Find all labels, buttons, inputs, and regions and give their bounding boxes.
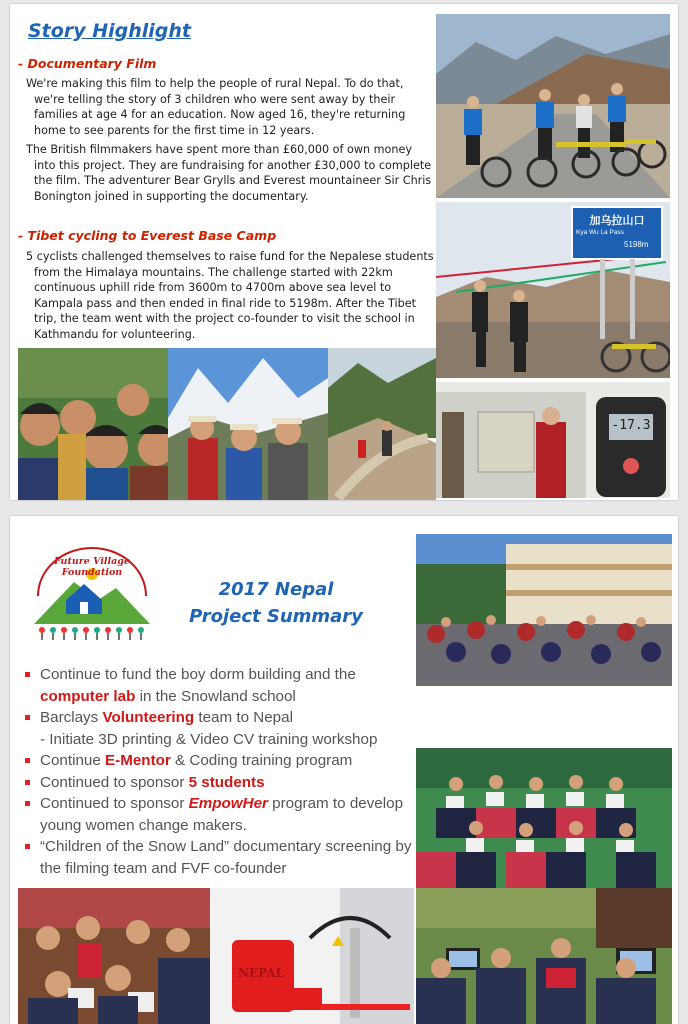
cyclists-road-photo bbox=[436, 14, 670, 198]
project-summary-slide bbox=[10, 516, 678, 1024]
bullet-text: - Initiate 3D printing & Video CV training workshop bbox=[40, 730, 378, 748]
bullet-marker bbox=[25, 780, 30, 785]
bullet-text: Continued to sponsor bbox=[40, 773, 189, 791]
team-selfie-photo bbox=[18, 348, 168, 500]
bullet-text: & Coding training program bbox=[170, 752, 353, 769]
bullet-highlight: 5 students bbox=[188, 773, 265, 791]
bullet-text: team to Nepal bbox=[194, 709, 293, 726]
bullet-sub-item bbox=[24, 729, 424, 751]
bullet-highlight: computer lab bbox=[40, 687, 136, 705]
bullet-item-4 bbox=[24, 772, 424, 794]
mountain-trek-photo bbox=[168, 348, 328, 500]
bullet-marker bbox=[25, 801, 30, 806]
story-highlight-title: Story Highlight bbox=[28, 20, 191, 42]
pass-sign-photo bbox=[436, 202, 670, 378]
documentary-paragraph-1: We're making this film to help the people of rural Nepal. To do that, we're telling the story of 3 children who were sent away by their families at age 4 for an education. Now aged 16, they're returning home to see parents for the first time in 12 years. bbox=[26, 77, 406, 137]
children-reading-photo bbox=[18, 888, 210, 1024]
bullet-text: Continue to fund the boy dorm building and the bbox=[40, 666, 356, 683]
tibet-cycling-heading: - Tibet cycling to Everest Base Camp bbox=[18, 228, 277, 243]
bullet-highlight: Volunteering bbox=[102, 709, 195, 726]
thermometer-reading: -17.3 bbox=[611, 418, 651, 433]
school-group-photo bbox=[416, 534, 672, 686]
bullet-marker bbox=[25, 844, 30, 849]
pass-thermometer-photo bbox=[436, 382, 670, 498]
documentary-film-heading: - Documentary Film bbox=[18, 56, 157, 71]
bullet-item-2 bbox=[24, 707, 424, 729]
bullet-item-1 bbox=[24, 664, 424, 707]
project-summary-title bbox=[186, 576, 366, 630]
bullet-item-3 bbox=[24, 750, 424, 772]
bullet-text: program to develop young women change makers. bbox=[40, 795, 404, 834]
summary-title-line-1: 2017 Nepal bbox=[218, 579, 334, 600]
bullet-text: Barclays bbox=[40, 709, 103, 726]
story-highlight-slide bbox=[10, 4, 678, 500]
3d-printer-photo bbox=[210, 888, 414, 1024]
cup-text: NEPAL bbox=[238, 966, 285, 980]
bullet-text: Continued to sponsor bbox=[40, 795, 189, 812]
bullet-highlight: EmpowHer bbox=[188, 795, 268, 812]
bullet-text: in the Snowland school bbox=[135, 687, 296, 705]
bullet-text: Continue bbox=[40, 752, 106, 769]
bullet-item-5 bbox=[24, 793, 424, 836]
summary-title-line-2: Project Summary bbox=[189, 606, 363, 627]
sign-english-text: Kya Wu La Pass bbox=[576, 229, 624, 236]
future-village-logo bbox=[24, 544, 160, 642]
bullet-marker bbox=[25, 672, 30, 677]
bullet-marker bbox=[25, 758, 30, 763]
bullet-marker bbox=[25, 715, 30, 720]
summary-bullet-list bbox=[24, 664, 424, 879]
tibet-cycling-paragraph: 5 cyclists challenged themselves to raise fund for the Nepalese students from the Himalaya mountains. The challenge started with 22km continuous uphill ride from 3600m to 4700m above sea level to Kampala pass and then ended in final ride to 5198m. After the Tibet trip, the team went with the project co-founder to visit the school in Kathmandu for volunteering. bbox=[26, 250, 434, 341]
sign-chinese-text: 加乌拉山口 bbox=[589, 214, 645, 227]
logo-text: Future Village Foundation bbox=[53, 556, 130, 578]
bullet-highlight: E-Mentor bbox=[105, 752, 171, 769]
sign-elevation-text: 5198m bbox=[624, 240, 649, 249]
empowher-group-photo bbox=[416, 748, 672, 888]
bullet-item-6 bbox=[24, 836, 424, 879]
computer-lab-photo bbox=[416, 888, 672, 1024]
bullet-text: “Children of the Snow Land” documentary screening by the filming team and FVF co-founder bbox=[40, 838, 412, 877]
documentary-paragraph-2: The British filmmakers have spent more than £60,000 of own money into this project. They are fundraising for another £30,000 to complete the film. The adventurer Bear Grylls and Everest mountaineer Sir Chris Bonington joined in supporting the documentary. bbox=[26, 143, 432, 203]
valley-hike-photo bbox=[328, 348, 436, 500]
